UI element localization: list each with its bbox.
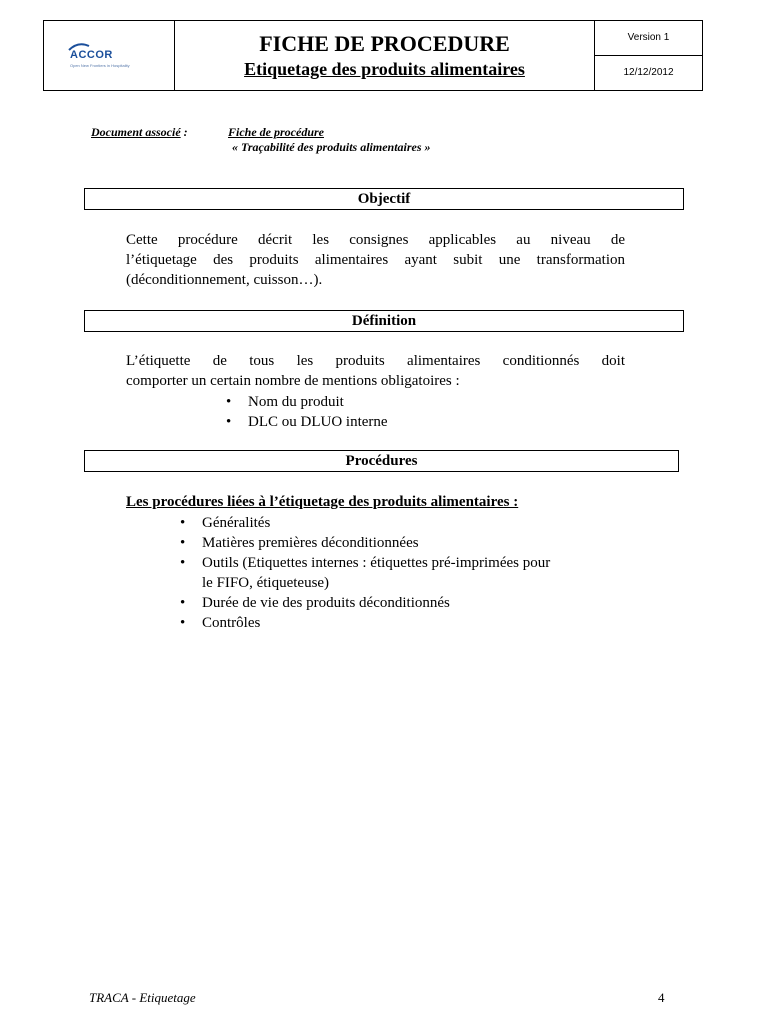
doc-assoc-label-wrap bbox=[91, 125, 188, 140]
logo-text: ACCOR bbox=[70, 49, 113, 61]
definition-list bbox=[222, 392, 622, 432]
procedures-list bbox=[176, 513, 636, 633]
list-item: • DLC ou DLUO interne bbox=[222, 412, 622, 432]
section-definition-title: Définition bbox=[84, 310, 684, 332]
doc-assoc-ref-line2: « Traçabilité des produits alimentaires » bbox=[232, 140, 431, 154]
doc-assoc-ref-line1: Fiche de procédure bbox=[228, 125, 324, 139]
list-item: • Généralités bbox=[176, 513, 636, 533]
list-item bbox=[176, 553, 636, 593]
objectif-line-2: l’étiquetage des produits alimentaires ayant subit une transformation bbox=[126, 252, 625, 268]
page-title: FICHE DE PROCEDURE bbox=[259, 31, 510, 56]
list-item: • Matières premières déconditionnées bbox=[176, 533, 636, 553]
page-number: 4 bbox=[658, 990, 665, 1005]
section-procedures-title: Procédures bbox=[84, 450, 679, 472]
objectif-paragraph bbox=[126, 230, 625, 290]
list-item-continuation: le FIFO, étiqueteuse) bbox=[202, 575, 330, 591]
title-cell bbox=[175, 21, 595, 90]
doc-assoc-separator: : bbox=[180, 125, 188, 139]
list-item: • Nom du produit bbox=[222, 392, 622, 412]
definition-line-1: L’étiquette de tous les produits alimentaires conditionnés doit bbox=[126, 353, 625, 369]
document-header bbox=[43, 20, 703, 91]
page-subtitle: Etiquetage des produits alimentaires bbox=[244, 59, 525, 79]
doc-assoc-label: Document associé bbox=[91, 125, 181, 139]
meta-cell bbox=[595, 21, 702, 90]
objectif-line-3: (déconditionnement, cuisson…). bbox=[126, 272, 323, 288]
definition-line-2: comporter un certain nombre de mentions obligatoires : bbox=[126, 373, 460, 389]
section-objectif-title: Objectif bbox=[84, 188, 684, 210]
version-label: Version 1 bbox=[595, 21, 702, 56]
definition-paragraph bbox=[126, 351, 625, 391]
date-label: 12/12/2012 bbox=[623, 67, 674, 78]
list-item-text: Outils (Etiquettes internes : étiquettes pré-imprimées pour bbox=[202, 555, 551, 571]
logo-cell bbox=[44, 21, 175, 90]
logo-tagline: Open New Frontiers in Hospitality bbox=[70, 63, 130, 68]
procedures-heading: Les procédures liées à l’étiquetage des produits alimentaires : bbox=[126, 494, 519, 510]
list-item: • Contrôles bbox=[176, 613, 636, 633]
list-item: • Durée de vie des produits déconditionnés bbox=[176, 593, 636, 613]
objectif-line-1: Cette procédure décrit les consignes applicables au niveau de bbox=[126, 232, 625, 248]
footer-left: TRACA - Etiquetage bbox=[89, 990, 196, 1005]
